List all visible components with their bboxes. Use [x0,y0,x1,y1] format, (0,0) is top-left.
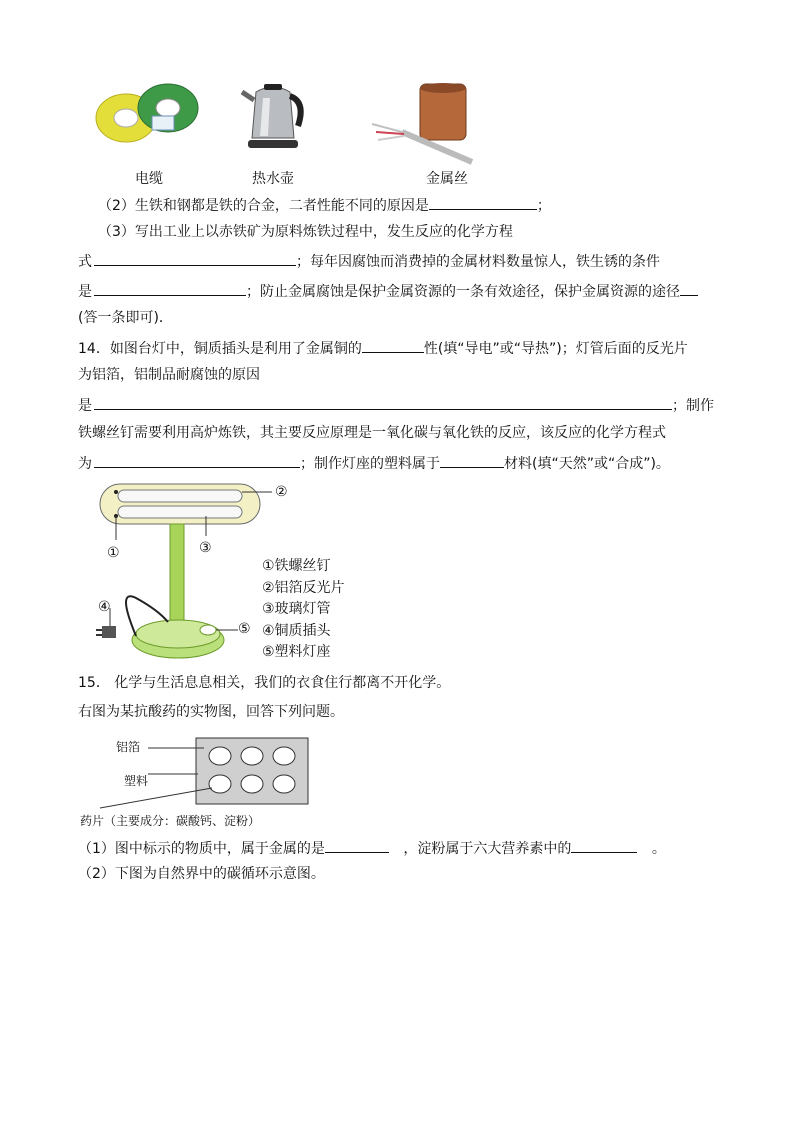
cable-caption: 电缆 [135,171,163,187]
q15-blank-metal[interactable] [325,836,389,853]
kettle-image [238,78,308,150]
q15-line2: 右图为某抗酸药的实物图，回答下列问题。 [78,704,344,720]
q13-blank-protect[interactable] [680,279,698,296]
q14-line4: 铁螺丝钉需要利用高炉炼铁，其主要反应原理是一氧化碳与氧化铁的反应，该反应的化学方程式 [78,425,666,441]
q14-blank-material[interactable] [440,451,504,468]
legend-item-base: ⑤塑料灯座 [262,644,331,660]
q14-line1: 14．如图台灯中，铜质插头是利用了金属铜的 性(填“导电”或“导热”)；灯管后面的反光片 [78,336,688,358]
antacid-label-tablet: 药片（主要成分：碳酸钙、淀粉） [80,814,261,828]
q13-part2: （2）生铁和钢都是铁的合金，二者性能不同的原因是 ； [98,193,551,215]
q13-blank-rust[interactable] [94,279,246,296]
legend-item-reflector: ②铝箔反光片 [262,579,345,596]
antacid-label-foil: 铝箔 [116,740,141,754]
q14-line3: 是 ；制作 [78,393,714,415]
q14-blank-reason[interactable] [94,393,672,410]
antacid-label-plastic: 塑料 [124,774,149,788]
q14-blank-property[interactable] [362,336,424,353]
metal-wire-image [368,82,480,164]
q13-part3-line1: （3）写出工业上以赤铁矿为原料炼铁过程中，发生反应的化学方程 [98,224,513,240]
lamp-marker-2: ② [275,484,288,500]
q13-part3-line2: 式 ；每年因腐蚀而消费掉的金属材料数量惊人，铁生锈的条件 [78,249,660,271]
q14-line5: 为 ；制作灯座的塑料属于 材料(填“天然”或“合成”)。 [78,451,670,473]
lamp-legend [262,556,345,664]
metal-wire-caption: 金属丝 [426,171,468,187]
lamp-marker-1: ① [107,545,120,561]
q15-part2: （2）下图为自然界中的碳循环示意图。 [78,866,325,882]
lamp-marker-5: ⑤ [238,621,251,637]
q14-line2: 为铝箔，铝制品耐腐蚀的原因 [78,367,260,383]
q15-part1: （1）图中标示的物质中，属于金属的是 ，淀粉属于六大营养素中的 。 [78,836,666,858]
legend-item-plug: ④铜质插头 [262,622,331,639]
q15-blank-nutrient[interactable] [571,836,637,853]
q13-part3-line3: 是 ；防止金属腐蚀是保护金属资源的一条有效途径，保护金属资源的途径 [78,279,698,301]
desk-lamp-figure [96,480,276,670]
legend-item-screw: ①铁螺丝钉 [262,558,331,574]
q14-blank-equation[interactable] [94,451,300,468]
kettle-caption: 热水壶 [252,171,294,187]
legend-item-tube: ③玻璃灯管 [262,601,331,617]
q13-part3-line4: (答一条即可)． [78,310,173,326]
q15-line1: 15． 化学与生活息息相关，我们的衣食住行都离不开化学。 [78,675,451,691]
lamp-marker-3: ③ [199,540,212,556]
lamp-marker-4: ④ [98,599,111,615]
q13-blank-alloy[interactable] [429,193,537,210]
q13-blank-equation[interactable] [94,249,296,266]
cable-image [92,80,204,146]
